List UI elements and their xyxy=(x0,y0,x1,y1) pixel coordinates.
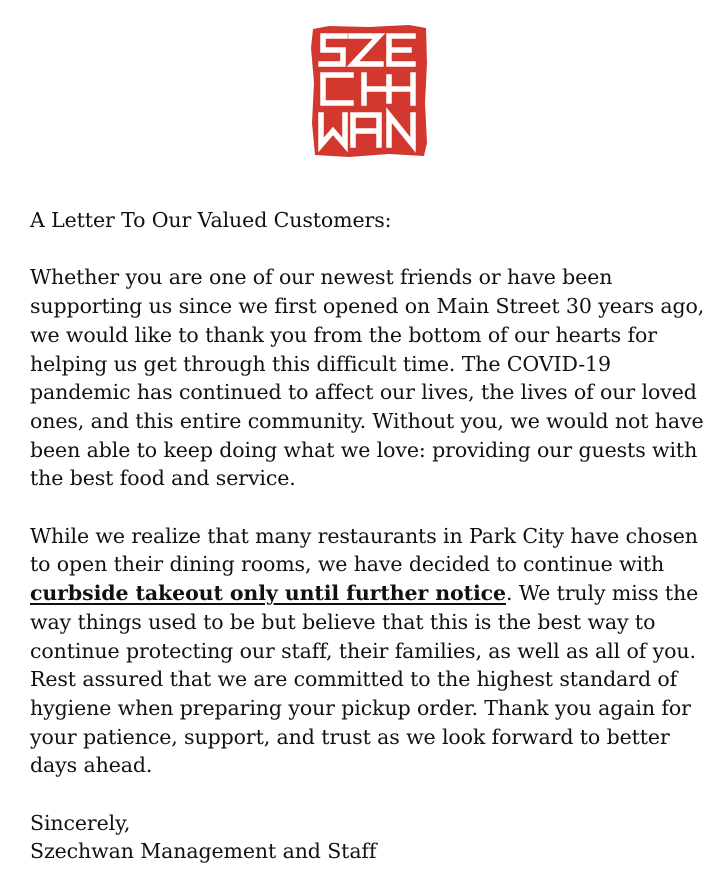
paragraph-line: Whether you are one of our newest friends or have been xyxy=(30,265,613,290)
paragraph-line: to open their dining rooms, we have decided to continue with xyxy=(30,552,665,577)
paragraph-takeout xyxy=(30,522,710,780)
paragraph-line: we would like to thank you from the bottom of our hearts for xyxy=(30,322,657,347)
paragraph-line: pandemic has continued to affect our lives, the lives of our loved xyxy=(30,380,697,405)
paragraph-line: While we realize that many restaurants in Park City have chosen xyxy=(30,523,698,548)
paragraph-line: the best food and service. xyxy=(30,466,296,491)
paragraph-line: your patience, support, and trust as we look forward to better xyxy=(30,724,670,749)
paragraph-line: helping us get through this difficult time. The COVID-19 xyxy=(30,351,611,376)
paragraph-thanks xyxy=(30,263,710,493)
paragraph-line: hygiene when preparing your pickup order. Thank you again for xyxy=(30,695,691,720)
notice-continuation: . We truly miss the xyxy=(506,581,699,606)
paragraph-line: been able to keep doing what we love: providing our guests with xyxy=(30,437,698,462)
letter-body xyxy=(30,206,710,866)
curbside-notice: curbside takeout only until further notice xyxy=(30,581,506,606)
paragraph-line xyxy=(30,579,710,608)
sign-off: Sincerely, xyxy=(30,810,131,835)
paragraph-line: continue protecting our staff, their families, as well as all of you. xyxy=(30,638,696,663)
signature: Szechwan Management and Staff xyxy=(30,839,377,864)
szechwan-logo xyxy=(309,23,429,159)
paragraph-line: days ahead. xyxy=(30,753,153,778)
szechwan-seal-logo xyxy=(309,23,429,159)
paragraph-line: Rest assured that we are committed to the highest standard of xyxy=(30,667,678,692)
paragraph-line: ones, and this entire community. Without you, we would not have xyxy=(30,408,704,433)
paragraph-line: way things used to be but believe that this is the best way to xyxy=(30,609,656,634)
paragraph-line: supporting us since we first opened on Main Street 30 years ago, xyxy=(30,294,705,319)
letter-greeting: A Letter To Our Valued Customers: xyxy=(30,208,392,232)
